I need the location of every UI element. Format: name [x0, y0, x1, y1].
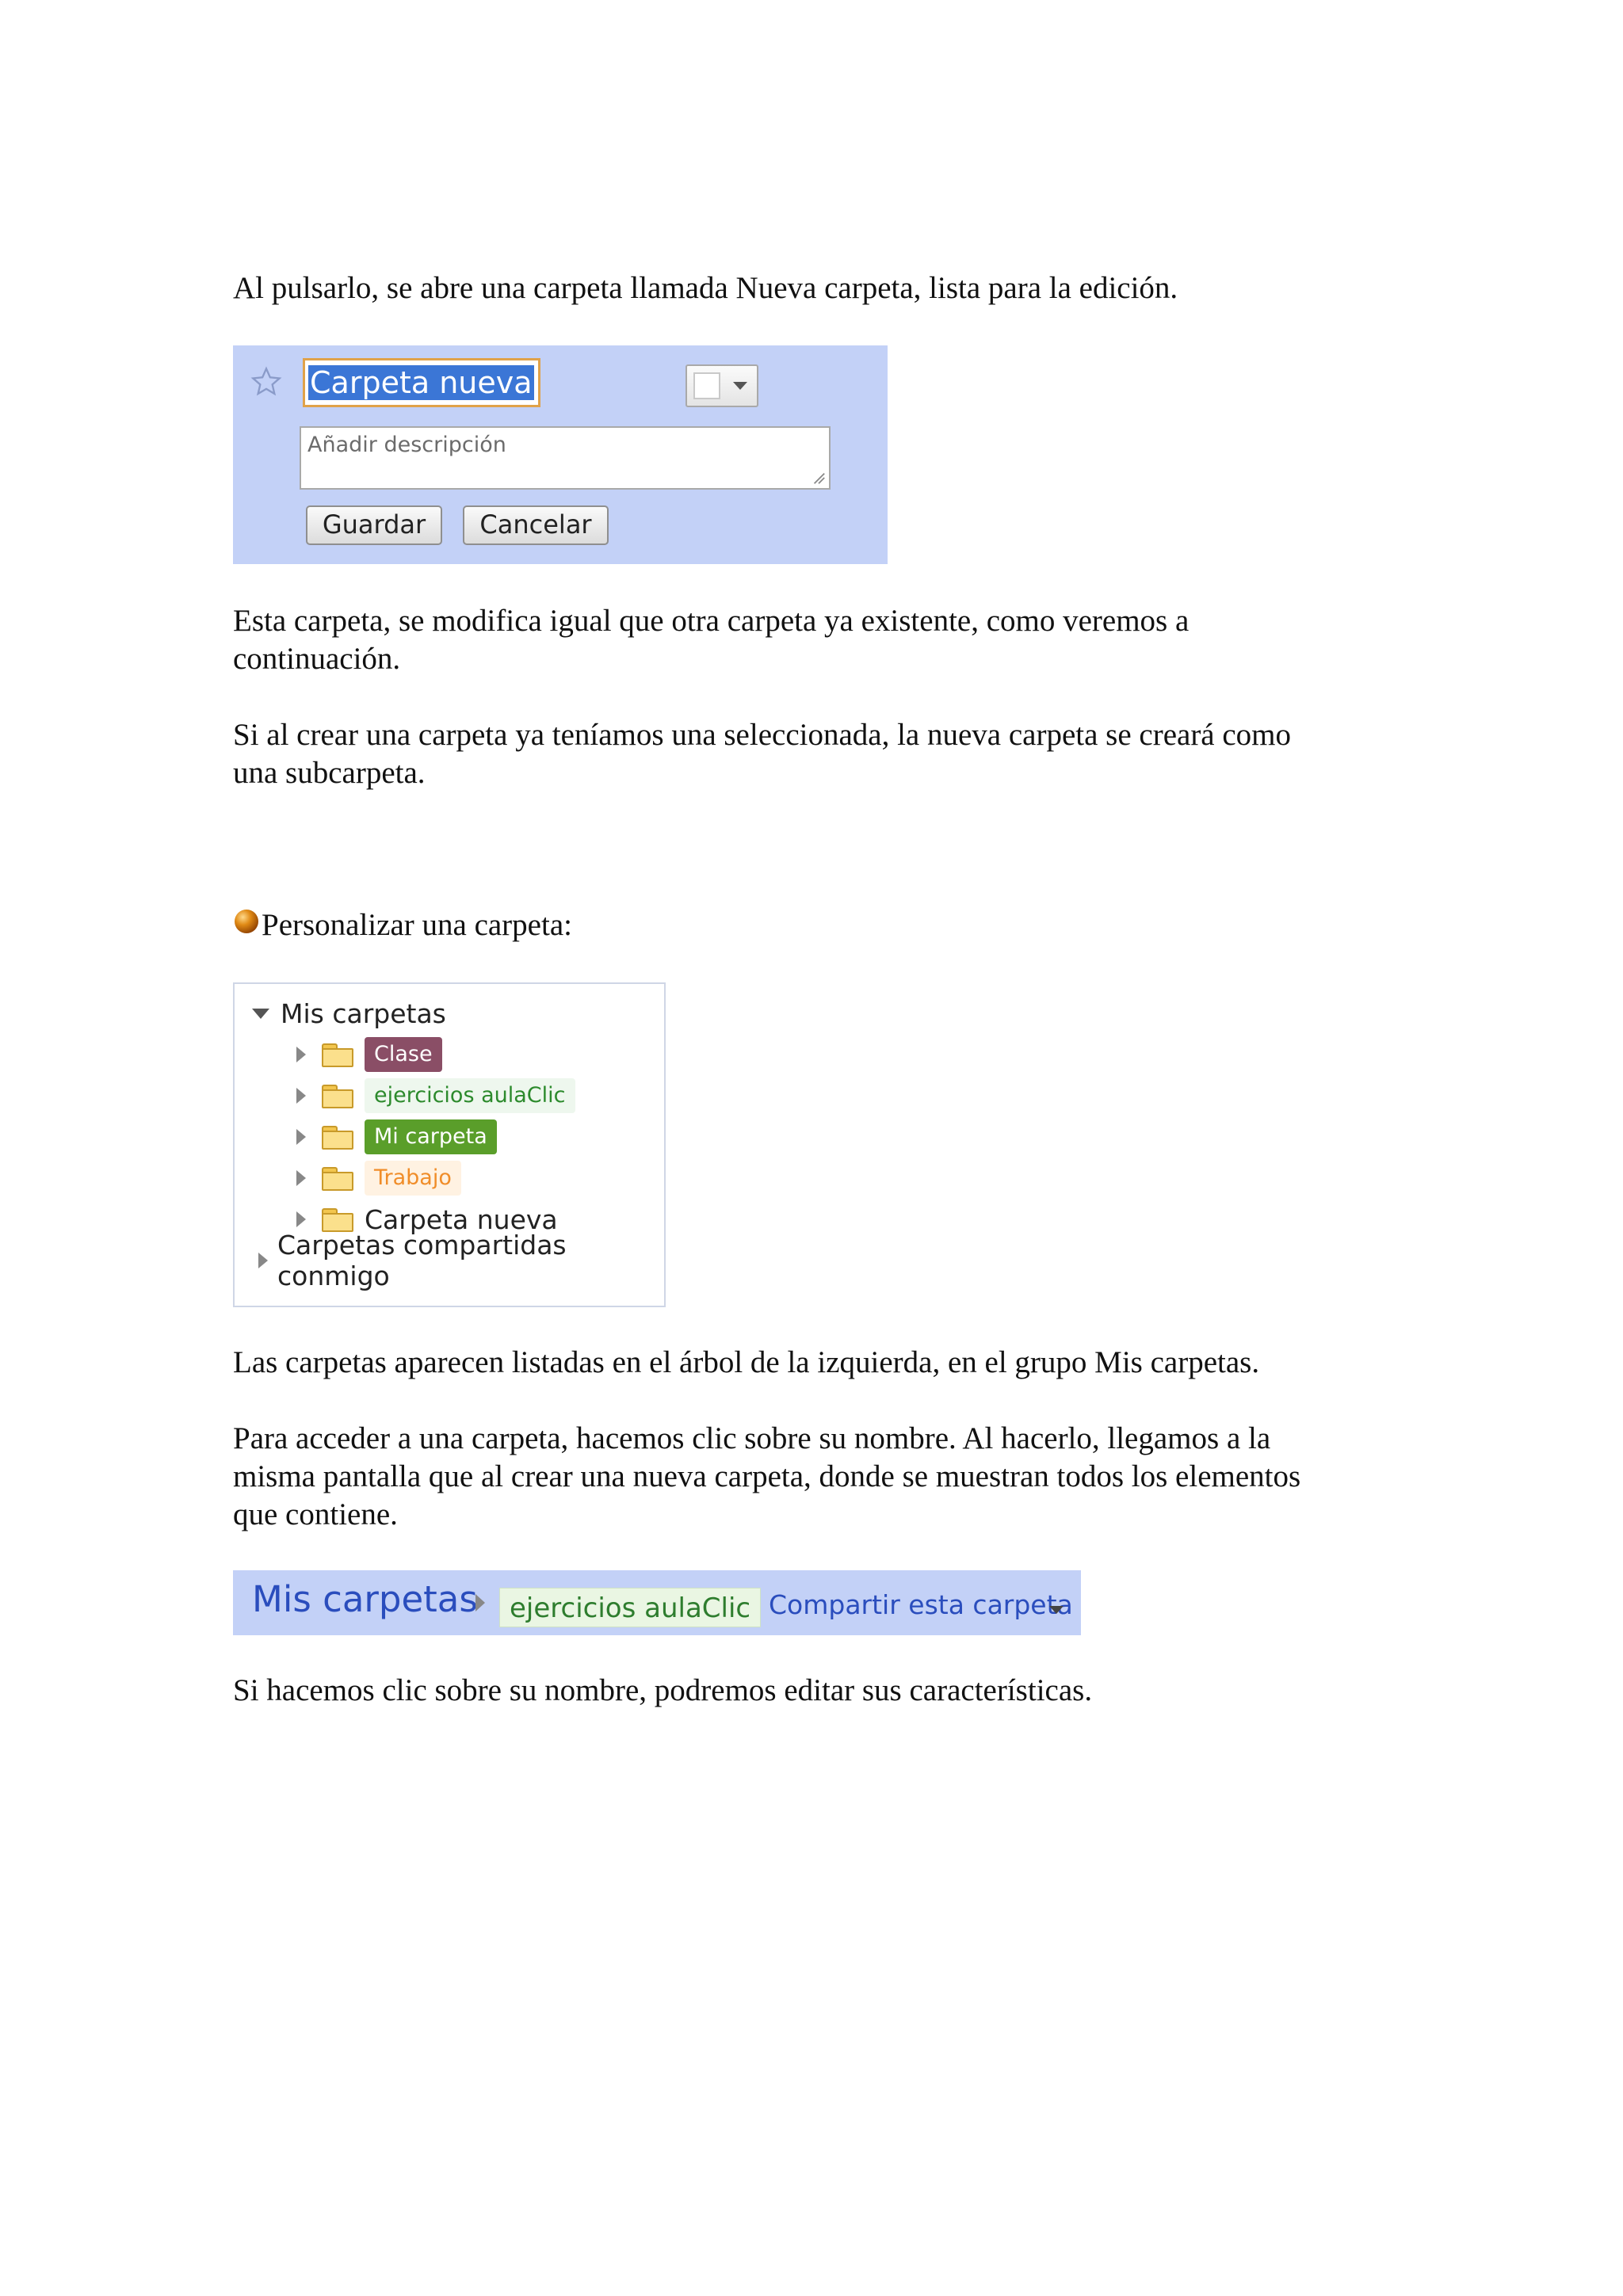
folder-name-input[interactable] [303, 358, 540, 407]
tree-item-label: Trabajo [365, 1161, 461, 1196]
color-swatch [693, 372, 720, 399]
tree-root-row[interactable] [252, 995, 446, 1032]
paragraph-modify-line2: continuación. [233, 642, 401, 676]
collapse-arrow-icon[interactable] [296, 1170, 306, 1186]
paragraph-subfolder-line2: una subcarpeta. [233, 756, 426, 790]
breadcrumb-current-folder[interactable]: ejercicios aulaClic [499, 1588, 761, 1627]
tree-item-mi-carpeta[interactable] [296, 1119, 497, 1155]
share-folder-link[interactable]: Compartir esta carpeta [769, 1589, 1073, 1620]
tree-item-label: ejercicios aulaClic [365, 1078, 575, 1113]
paragraph-modify [233, 602, 1398, 678]
chevron-down-icon [733, 382, 747, 390]
chevron-down-icon[interactable] [1049, 1606, 1064, 1614]
tree-item-clase[interactable] [296, 1036, 442, 1073]
paragraph-edit: Si hacemos clic sobre su nombre, podremos editar sus características. [233, 1673, 1093, 1707]
cancel-button[interactable]: Cancelar [463, 505, 609, 545]
paragraph-subfolder [233, 716, 1398, 792]
folder-tree [233, 982, 666, 1307]
color-picker-button[interactable] [685, 364, 758, 407]
section-heading: Personalizar una carpeta: [262, 908, 572, 942]
collapse-arrow-icon[interactable] [296, 1088, 306, 1104]
breadcrumb-root-link[interactable]: Mis carpetas [252, 1578, 478, 1620]
paragraph-modify-line1: Esta carpeta, se modifica igual que otra carpeta ya existente, como veremos a [233, 604, 1190, 638]
paragraph-access-line1: Para acceder a una carpeta, hacemos clic sobre su nombre. Al hacerlo, llegamos a la [233, 1421, 1271, 1455]
paragraph-tree: Las carpetas aparecen listadas en el árbol de la izquierda, en el grupo Mis carpetas. [233, 1345, 1260, 1379]
collapse-arrow-icon[interactable] [296, 1211, 306, 1227]
tree-item-trabajo[interactable] [296, 1160, 461, 1196]
description-textarea[interactable] [300, 426, 831, 490]
tree-item-label: Clase [365, 1037, 442, 1072]
expand-arrow-icon[interactable] [252, 1009, 269, 1019]
collapse-arrow-icon[interactable] [296, 1047, 306, 1062]
folder-name-text: Carpeta nueva [310, 365, 533, 400]
tree-root-label: Mis carpetas [281, 997, 446, 1029]
star-icon[interactable] [250, 366, 282, 398]
save-button[interactable]: Guardar [306, 505, 442, 545]
bullet-icon [235, 910, 258, 933]
folder-icon [322, 1085, 353, 1107]
folder-icon [322, 1126, 353, 1148]
tree-item-label: Carpeta nueva [365, 1203, 558, 1235]
collapse-arrow-icon[interactable] [258, 1253, 268, 1268]
tree-item-ejercicios[interactable] [296, 1077, 575, 1114]
paragraph-subfolder-line1: Si al crear una carpeta ya teníamos una seleccionada, la nueva carpeta se creará como [233, 718, 1292, 752]
paragraph-access [233, 1420, 1398, 1534]
tree-item-label: Mi carpeta [365, 1119, 497, 1154]
paragraph-intro: Al pulsarlo, se abre una carpeta llamada Nueva carpeta, lista para la edición. [233, 271, 1178, 305]
resize-grip-icon[interactable] [812, 471, 826, 485]
folder-icon [322, 1043, 353, 1066]
breadcrumb [233, 1570, 1081, 1635]
folder-edit-panel [233, 345, 888, 564]
folder-icon [322, 1167, 353, 1189]
folder-icon [322, 1208, 353, 1230]
tree-shared-row[interactable] [258, 1230, 664, 1291]
tree-shared-label: Carpetas compartidas conmigo [277, 1230, 567, 1291]
description-placeholder: Añadir descripción [307, 433, 506, 457]
collapse-arrow-icon[interactable] [296, 1129, 306, 1145]
paragraph-access-line2: misma pantalla que al crear una nueva carpeta, donde se muestran todos los elementos [233, 1459, 1301, 1493]
chevron-right-icon [475, 1594, 485, 1611]
paragraph-access-line3: que contiene. [233, 1497, 398, 1531]
